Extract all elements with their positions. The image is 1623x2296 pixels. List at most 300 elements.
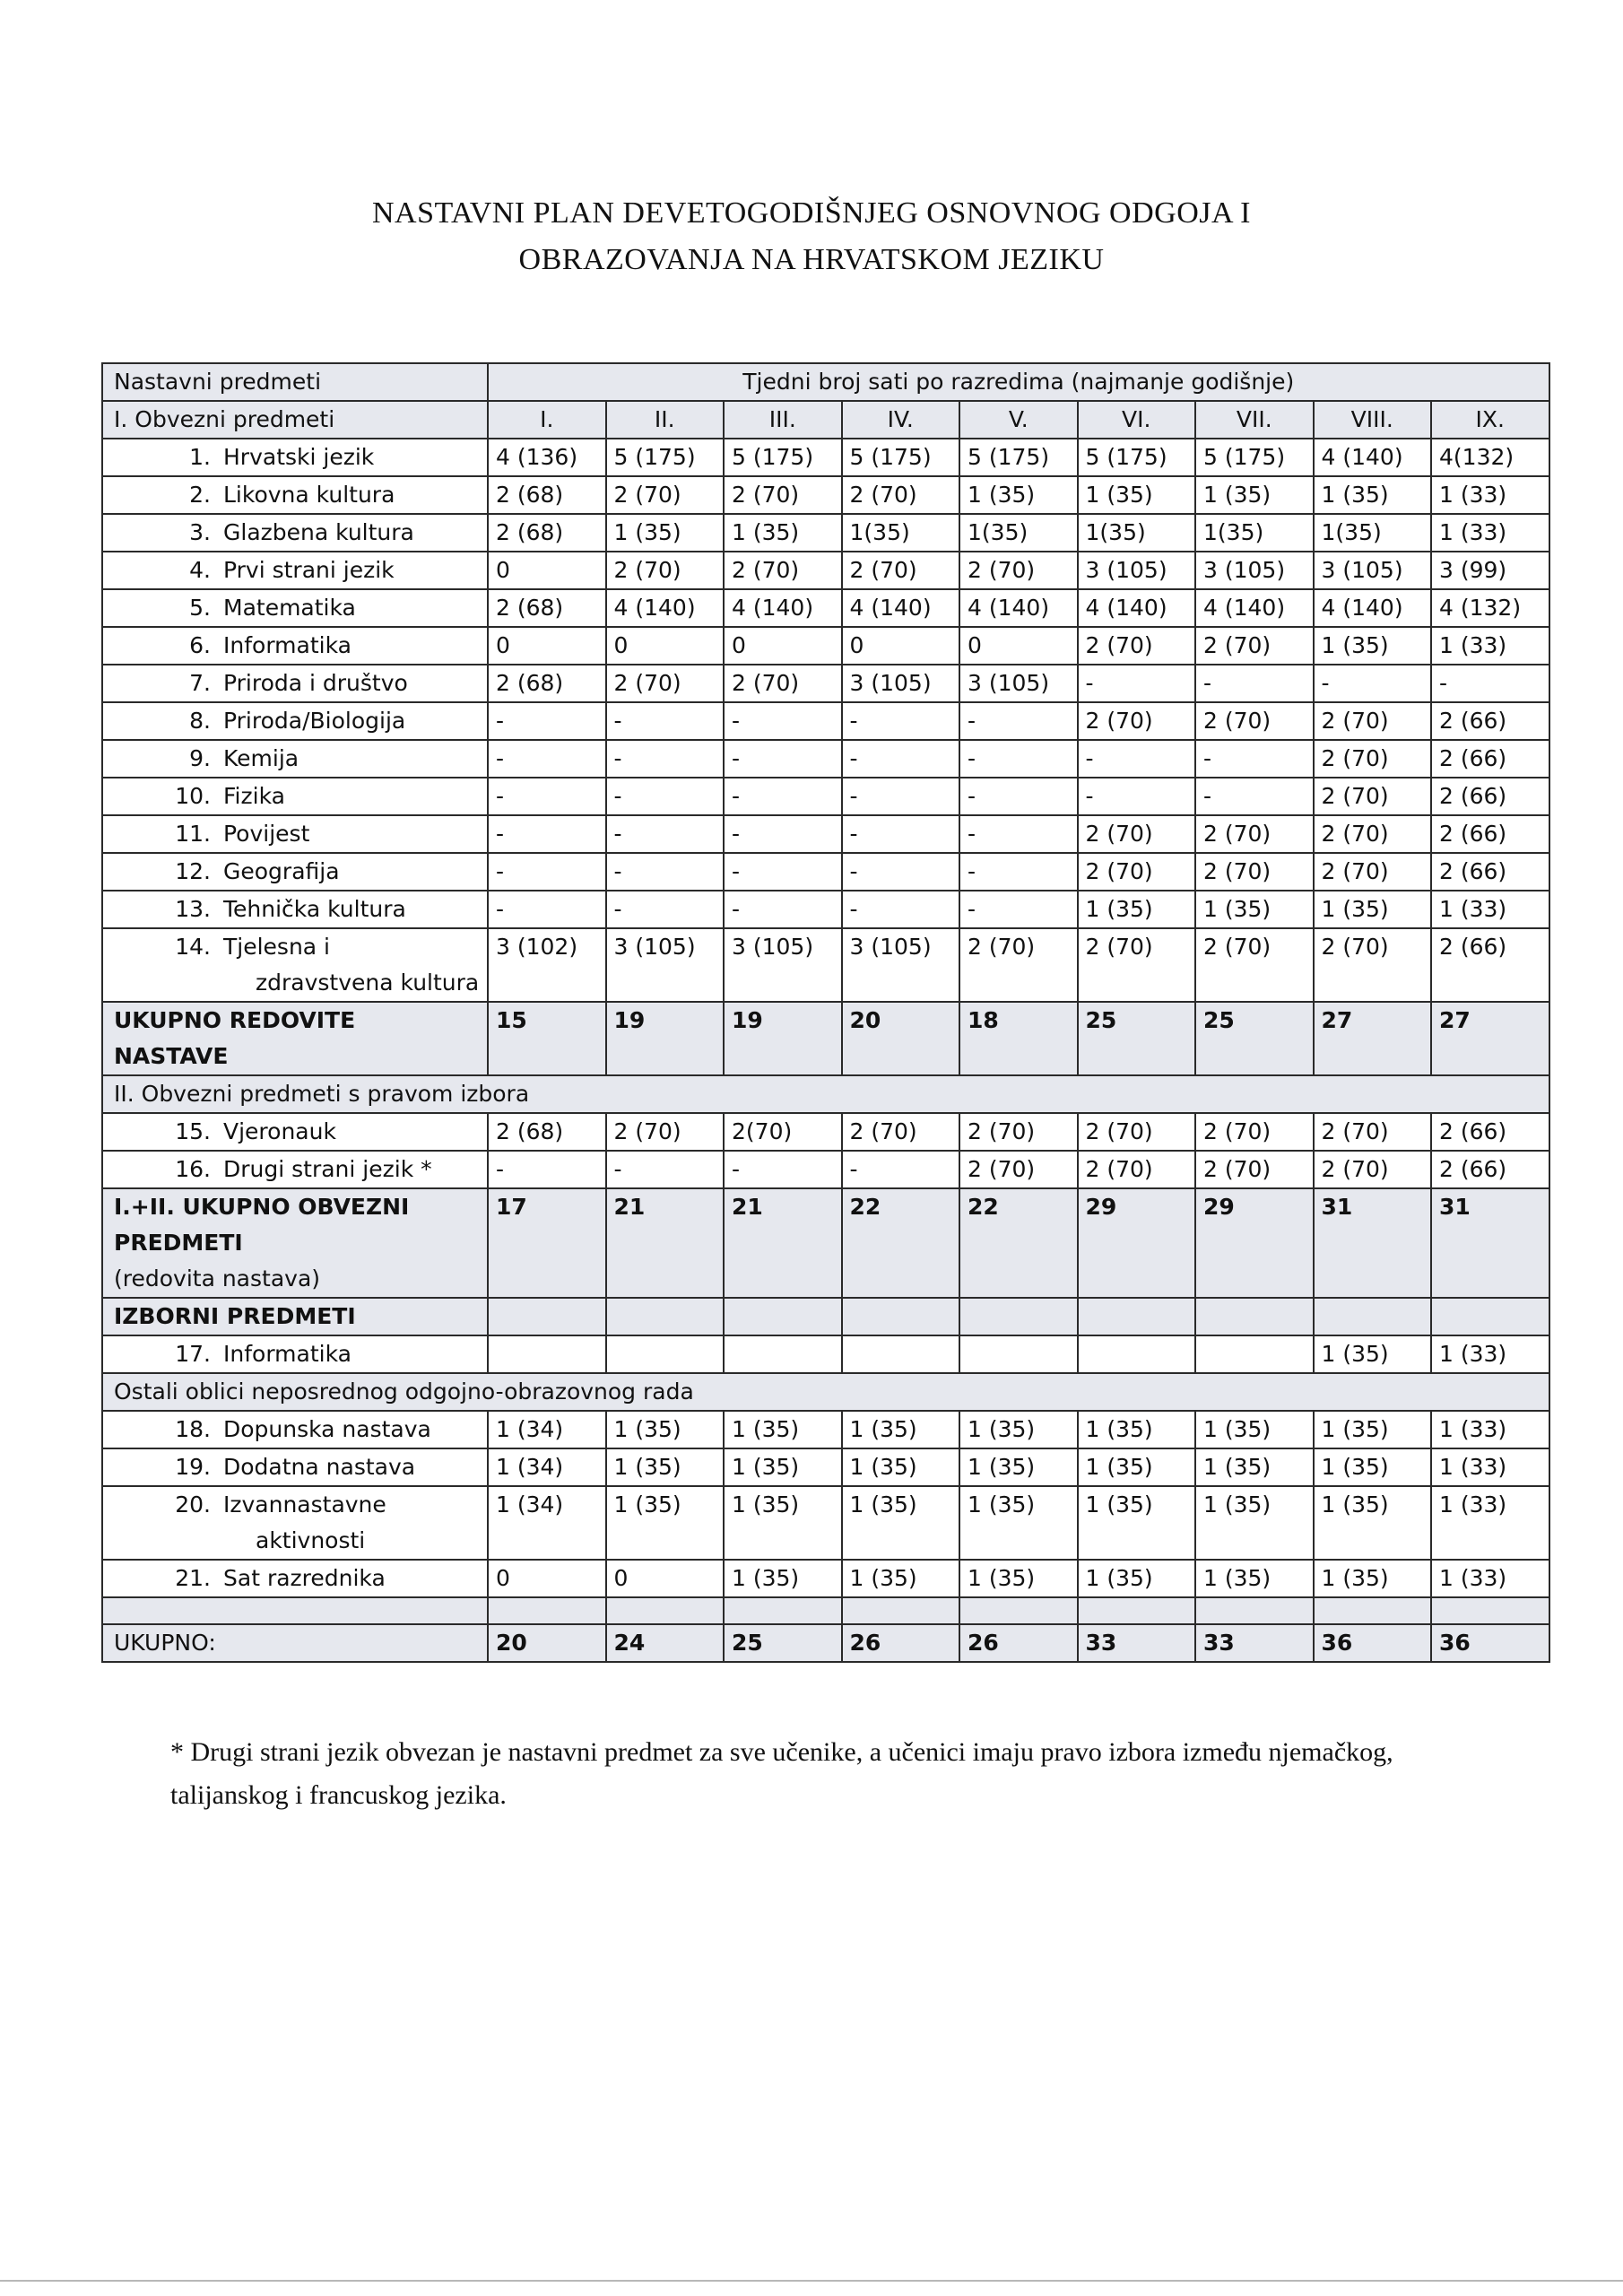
value-cell: 1 (35) [959,1560,1078,1597]
subject-name: Tehnička kultura [223,896,406,922]
empty-cell [724,1298,842,1335]
value-cell: 4 (140) [606,589,725,627]
value-cell: 2 (70) [1314,928,1432,1002]
value-cell: 31 [1431,1188,1549,1298]
value-cell [724,1335,842,1373]
value-cell: 1(35) [1195,514,1314,552]
value-cell [606,1335,725,1373]
empty-cell [842,1298,960,1335]
value-cell: 31 [1314,1188,1432,1298]
value-cell: 22 [959,1188,1078,1298]
section-row [102,1373,1549,1411]
table-row [102,627,1549,665]
value-cell: - [724,853,842,891]
title-line-2: OBRAZOVANJA NA HRVATSKOM JEZIKU [518,243,1105,276]
value-cell: 2 (70) [1078,928,1196,1002]
value-cell: - [1078,665,1196,702]
table-header-row [102,363,1549,401]
value-cell: 1 (35) [959,1486,1078,1560]
subject-number: 11. [175,821,211,847]
value-cell: - [959,702,1078,740]
value-cell: 1 (35) [959,1448,1078,1486]
value-cell: 1 (35) [1314,1448,1432,1486]
table-row [102,665,1549,702]
value-cell: 1 (35) [724,1448,842,1486]
value-cell: - [488,740,606,778]
value-cell: 21 [724,1188,842,1298]
table-row [102,815,1549,853]
value-cell: - [724,740,842,778]
value-cell: 4 (136) [488,439,606,476]
total-label-line: UKUPNO REDOVITE [114,1007,356,1033]
document-title [0,190,1623,283]
value-cell: 1 (35) [724,1411,842,1448]
value-cell: 1 (35) [1078,1486,1196,1560]
value-cell: 1(35) [842,514,960,552]
subject-cell [102,589,488,627]
value-cell: 25 [1078,1002,1196,1075]
value-cell: 2 (68) [488,1113,606,1151]
value-cell: 5 (175) [1195,439,1314,476]
subject-cell [102,1486,488,1560]
value-cell: 1 (35) [1195,1486,1314,1560]
value-cell: 1(35) [1078,514,1196,552]
value-cell: 27 [1314,1002,1432,1075]
weekly-hours-header: Tjedni broj sati po razredima (najmanje godišnje) [488,363,1549,401]
empty-cell [1078,1298,1196,1335]
value-cell: 3 (105) [959,665,1078,702]
value-cell [488,1335,606,1373]
value-cell: 1(35) [959,514,1078,552]
subject-cell [102,778,488,815]
value-cell: - [488,1151,606,1188]
title-line-1: NASTAVNI PLAN DEVETOGODIŠNJEG OSNOVNOG ODGOJA I [371,196,1252,230]
total-row [102,1002,1549,1075]
value-cell: 2 (68) [488,476,606,514]
value-cell: 1 (35) [1195,476,1314,514]
value-cell: 2 (70) [1195,853,1314,891]
empty-cell [1314,1298,1432,1335]
curriculum-table-body [102,363,1549,1662]
value-cell: 5 (175) [959,439,1078,476]
table-row [102,514,1549,552]
value-cell: - [959,891,1078,928]
value-cell: 2 (70) [606,552,725,589]
subject-name: Hrvatski jezik [223,444,375,470]
value-cell: 24 [606,1624,725,1662]
value-cell: 1 (35) [959,476,1078,514]
page-bottom-line [0,2280,1623,2282]
footnote: * Drugi strani jezik obvezan je nastavni predmet za sve učenike, a učenici imaju pravo izbora između njemačkog, talijanskog i francuskog jezika. [170,1737,1393,1810]
subject-cell [102,1560,488,1597]
subject-number: 21. [175,1565,211,1591]
value-cell: 1 (33) [1431,891,1549,928]
subject-name-line1: Izvannastavne [223,1492,386,1518]
value-cell: - [606,1151,725,1188]
subject-name: Glazbena kultura [223,519,414,545]
value-cell: 1 (33) [1431,1411,1549,1448]
value-cell: - [724,1151,842,1188]
section2-header: II. Obvezni predmeti s pravom izbora [102,1075,1549,1113]
section1-header: I. Obvezni predmeti [102,401,488,439]
table-row [102,589,1549,627]
value-cell: - [724,815,842,853]
value-cell: 2 (70) [1314,778,1432,815]
value-cell: - [606,702,725,740]
value-cell: 4 (140) [1195,589,1314,627]
value-cell: 20 [488,1624,606,1662]
value-cell: 2 (68) [488,589,606,627]
value-cell: 1 (33) [1431,476,1549,514]
other-header: Ostali oblici neposrednog odgojno-obrazovnog rada [102,1373,1549,1411]
value-cell: - [842,702,960,740]
value-cell: 19 [606,1002,725,1075]
subject-name: Prvi strani jezik [223,557,395,583]
value-cell: 2(70) [724,1113,842,1151]
value-cell: 2 (70) [959,1113,1078,1151]
value-cell: - [842,1151,960,1188]
value-cell: 2 (66) [1431,1151,1549,1188]
grade-header: IV. [842,401,960,439]
value-cell: - [724,778,842,815]
subject-number: 1. [189,444,211,470]
subject-cell [102,815,488,853]
table-row [102,778,1549,815]
table-row [102,1448,1549,1486]
value-cell: 2 (70) [1078,1151,1196,1188]
value-cell [959,1335,1078,1373]
subject-number: 16. [175,1156,211,1182]
value-cell: 2 (70) [724,552,842,589]
value-cell: 5 (175) [842,439,960,476]
value-cell: 2 (70) [959,928,1078,1002]
subject-number: 12. [175,858,211,884]
value-cell: - [959,778,1078,815]
value-cell: 1 (35) [724,1486,842,1560]
value-cell: - [842,815,960,853]
total-label-line: PREDMETI [114,1230,243,1256]
value-cell: 2 (70) [1195,627,1314,665]
value-cell: - [959,815,1078,853]
value-cell: 15 [488,1002,606,1075]
value-cell: 2 (66) [1431,778,1549,815]
value-cell: 3 (99) [1431,552,1549,589]
value-cell: 0 [488,627,606,665]
value-cell: 4 (140) [842,589,960,627]
subject-name: Priroda/Biologija [223,708,406,734]
value-cell: 1 (35) [724,1560,842,1597]
subject-cell [102,740,488,778]
value-cell: 26 [842,1624,960,1662]
value-cell: 2 (66) [1431,815,1549,853]
subject-name: Likovna kultura [223,482,395,508]
value-cell: 1 (33) [1431,1335,1549,1373]
value-cell: 36 [1314,1624,1432,1662]
value-cell: - [606,853,725,891]
value-cell: 2 (68) [488,514,606,552]
value-cell: 21 [606,1188,725,1298]
value-cell: - [842,778,960,815]
value-cell: 1 (33) [1431,1448,1549,1486]
section-row [102,1075,1549,1113]
subject-number: 14. [175,934,211,960]
subject-number: 4. [189,557,211,583]
value-cell: - [606,740,725,778]
value-cell: 2 (70) [1078,627,1196,665]
subject-cell [102,665,488,702]
empty-cell [488,1597,606,1624]
subject-cell [102,891,488,928]
value-cell: 2 (70) [1314,815,1432,853]
table-row [102,439,1549,476]
subject-cell [102,1335,488,1373]
value-cell: 0 [842,627,960,665]
subject-name: Dopunska nastava [223,1416,431,1442]
total-label-line: I.+II. UKUPNO OBVEZNI [114,1194,410,1220]
value-cell: - [488,853,606,891]
value-cell: - [959,853,1078,891]
value-cell: 26 [959,1624,1078,1662]
subjects-header: Nastavni predmeti [102,363,488,401]
value-cell: 36 [1431,1624,1549,1662]
value-cell: 1 (35) [1314,1335,1432,1373]
value-cell: - [842,891,960,928]
subject-cell [102,928,488,1002]
grade-header-row [102,401,1549,439]
subject-name: Kemija [223,745,299,771]
value-cell [1195,1335,1314,1373]
value-cell: - [842,740,960,778]
value-cell: - [1078,778,1196,815]
total-label-line: NASTAVE [114,1043,229,1069]
value-cell: 4 (132) [1431,589,1549,627]
subject-number: 8. [189,708,211,734]
value-cell: 4 (140) [1078,589,1196,627]
subject-name: Informatika [223,1341,352,1367]
value-cell: 2 (70) [1195,1113,1314,1151]
value-cell: 1(35) [1314,514,1432,552]
table-row [102,1486,1549,1560]
value-cell: - [488,778,606,815]
table-row [102,1560,1549,1597]
value-cell: 1 (35) [1195,1448,1314,1486]
subject-name-line2: zdravstvena kultura [256,970,480,996]
subject-number: 9. [189,745,211,771]
value-cell: 1 (35) [1314,1560,1432,1597]
grade-header: VIII. [1314,401,1432,439]
value-cell: 22 [842,1188,960,1298]
total-label [102,1002,488,1075]
table-row [102,476,1549,514]
empty-cell [1431,1298,1549,1335]
value-cell: 2 (70) [1195,815,1314,853]
subject-name: Geografija [223,858,340,884]
value-cell: 2 (70) [1195,928,1314,1002]
value-cell: - [1314,665,1432,702]
value-cell: 3 (105) [724,928,842,1002]
value-cell: 0 [606,627,725,665]
empty-cell [724,1597,842,1624]
value-cell: 29 [1078,1188,1196,1298]
value-cell: 2 (70) [1314,702,1432,740]
total-row [102,1188,1549,1298]
total-label-line: (redovita nastava) [114,1265,321,1292]
value-cell: 2 (68) [488,665,606,702]
subject-cell [102,853,488,891]
value-cell: 18 [959,1002,1078,1075]
subject-name: Matematika [223,595,356,621]
value-cell: 1 (35) [842,1560,960,1597]
value-cell: 4 (140) [959,589,1078,627]
subject-name-line2: aktivnosti [256,1527,366,1553]
subject-name: Dodatna nastava [223,1454,416,1480]
value-cell: 2 (70) [724,476,842,514]
subject-cell [102,1151,488,1188]
subject-name: Drugi strani jezik * [223,1156,432,1182]
subject-number: 2. [189,482,211,508]
value-cell: 1 (35) [1314,476,1432,514]
subject-cell [102,1113,488,1151]
value-cell: 1 (33) [1431,1560,1549,1597]
value-cell: 2 (70) [1078,1113,1196,1151]
value-cell: 1 (34) [488,1486,606,1560]
value-cell: 1 (35) [1078,1448,1196,1486]
subject-cell [102,627,488,665]
total-label [102,1188,488,1298]
subject-number: 7. [189,670,211,696]
value-cell: 3 (102) [488,928,606,1002]
subject-number: 19. [175,1454,211,1480]
subject-cell [102,476,488,514]
value-cell: 1 (35) [724,514,842,552]
spacer-row [102,1597,1549,1624]
subject-number: 5. [189,595,211,621]
value-cell: 2 (70) [1195,702,1314,740]
value-cell: 25 [724,1624,842,1662]
grade-header: VII. [1195,401,1314,439]
value-cell: 1 (35) [1195,1560,1314,1597]
value-cell: 1 (34) [488,1411,606,1448]
subject-number: 10. [175,783,211,809]
subject-name: Priroda i društvo [223,670,408,696]
value-cell: 2 (70) [1078,853,1196,891]
table-row [102,552,1549,589]
value-cell: 2 (66) [1431,740,1549,778]
value-cell: 1 (33) [1431,1486,1549,1560]
value-cell: 33 [1078,1624,1196,1662]
empty-cell [102,1597,488,1624]
empty-cell [1431,1597,1549,1624]
subject-name: Fizika [223,783,285,809]
value-cell: - [1195,740,1314,778]
value-cell: 2 (70) [606,476,725,514]
value-cell: 1 (35) [606,514,725,552]
value-cell: 1 (35) [1195,1411,1314,1448]
value-cell: 2 (70) [606,665,725,702]
value-cell: 17 [488,1188,606,1298]
value-cell: - [1195,665,1314,702]
table-row [102,1335,1549,1373]
value-cell: 2 (70) [1078,702,1196,740]
table-row [102,853,1549,891]
subject-number: 6. [189,632,211,658]
value-cell: - [724,891,842,928]
value-cell: 33 [1195,1624,1314,1662]
value-cell: 2 (70) [606,1113,725,1151]
value-cell: 3 (105) [842,928,960,1002]
value-cell: 0 [606,1560,725,1597]
empty-cell [842,1597,960,1624]
empty-cell [488,1298,606,1335]
table-row [102,891,1549,928]
grade-header: III. [724,401,842,439]
value-cell: 4 (140) [1314,589,1432,627]
subject-name: Vjeronauk [223,1118,336,1144]
table-row [102,1151,1549,1188]
subject-name: Sat razrednika [223,1565,386,1591]
grand-total-row [102,1624,1549,1662]
value-cell: - [488,891,606,928]
value-cell [842,1335,960,1373]
value-cell: 2 (70) [1314,740,1432,778]
value-cell: 4 (140) [724,589,842,627]
value-cell: 2 (70) [842,1113,960,1151]
value-cell: - [1078,740,1196,778]
value-cell: 1 (33) [1431,514,1549,552]
value-cell: - [606,778,725,815]
subject-number: 17. [175,1341,211,1367]
value-cell: 0 [724,627,842,665]
value-cell: 1 (35) [1314,1486,1432,1560]
value-cell: 1 (35) [1314,891,1432,928]
empty-cell [959,1298,1078,1335]
value-cell: 2 (70) [1314,1113,1432,1151]
value-cell: 1 (35) [842,1411,960,1448]
value-cell: 3 (105) [1078,552,1196,589]
curriculum-table [101,362,1550,1663]
grade-header: V. [959,401,1078,439]
subject-cell [102,1448,488,1486]
subject-number: 13. [175,896,211,922]
value-cell: 3 (105) [1314,552,1432,589]
value-cell: - [1195,778,1314,815]
section-row [102,1298,1549,1335]
value-cell: - [606,815,725,853]
value-cell: 1 (35) [1314,627,1432,665]
value-cell: 25 [1195,1002,1314,1075]
subject-number: 3. [189,519,211,545]
subject-number: 20. [175,1492,211,1518]
value-cell: - [959,740,1078,778]
empty-cell [1195,1298,1314,1335]
value-cell: 0 [959,627,1078,665]
value-cell: 3 (105) [1195,552,1314,589]
empty-cell [1195,1597,1314,1624]
value-cell: 5 (175) [724,439,842,476]
value-cell: 2 (66) [1431,853,1549,891]
grade-header: II. [606,401,725,439]
value-cell: 20 [842,1002,960,1075]
value-cell: 2 (70) [842,552,960,589]
value-cell: 0 [488,552,606,589]
value-cell: 2 (70) [1078,815,1196,853]
value-cell: 1 (35) [606,1486,725,1560]
table-row [102,702,1549,740]
value-cell: 1 (35) [1195,891,1314,928]
empty-cell [1314,1597,1432,1624]
subject-name: Informatika [223,632,352,658]
value-cell: 1 (35) [606,1448,725,1486]
